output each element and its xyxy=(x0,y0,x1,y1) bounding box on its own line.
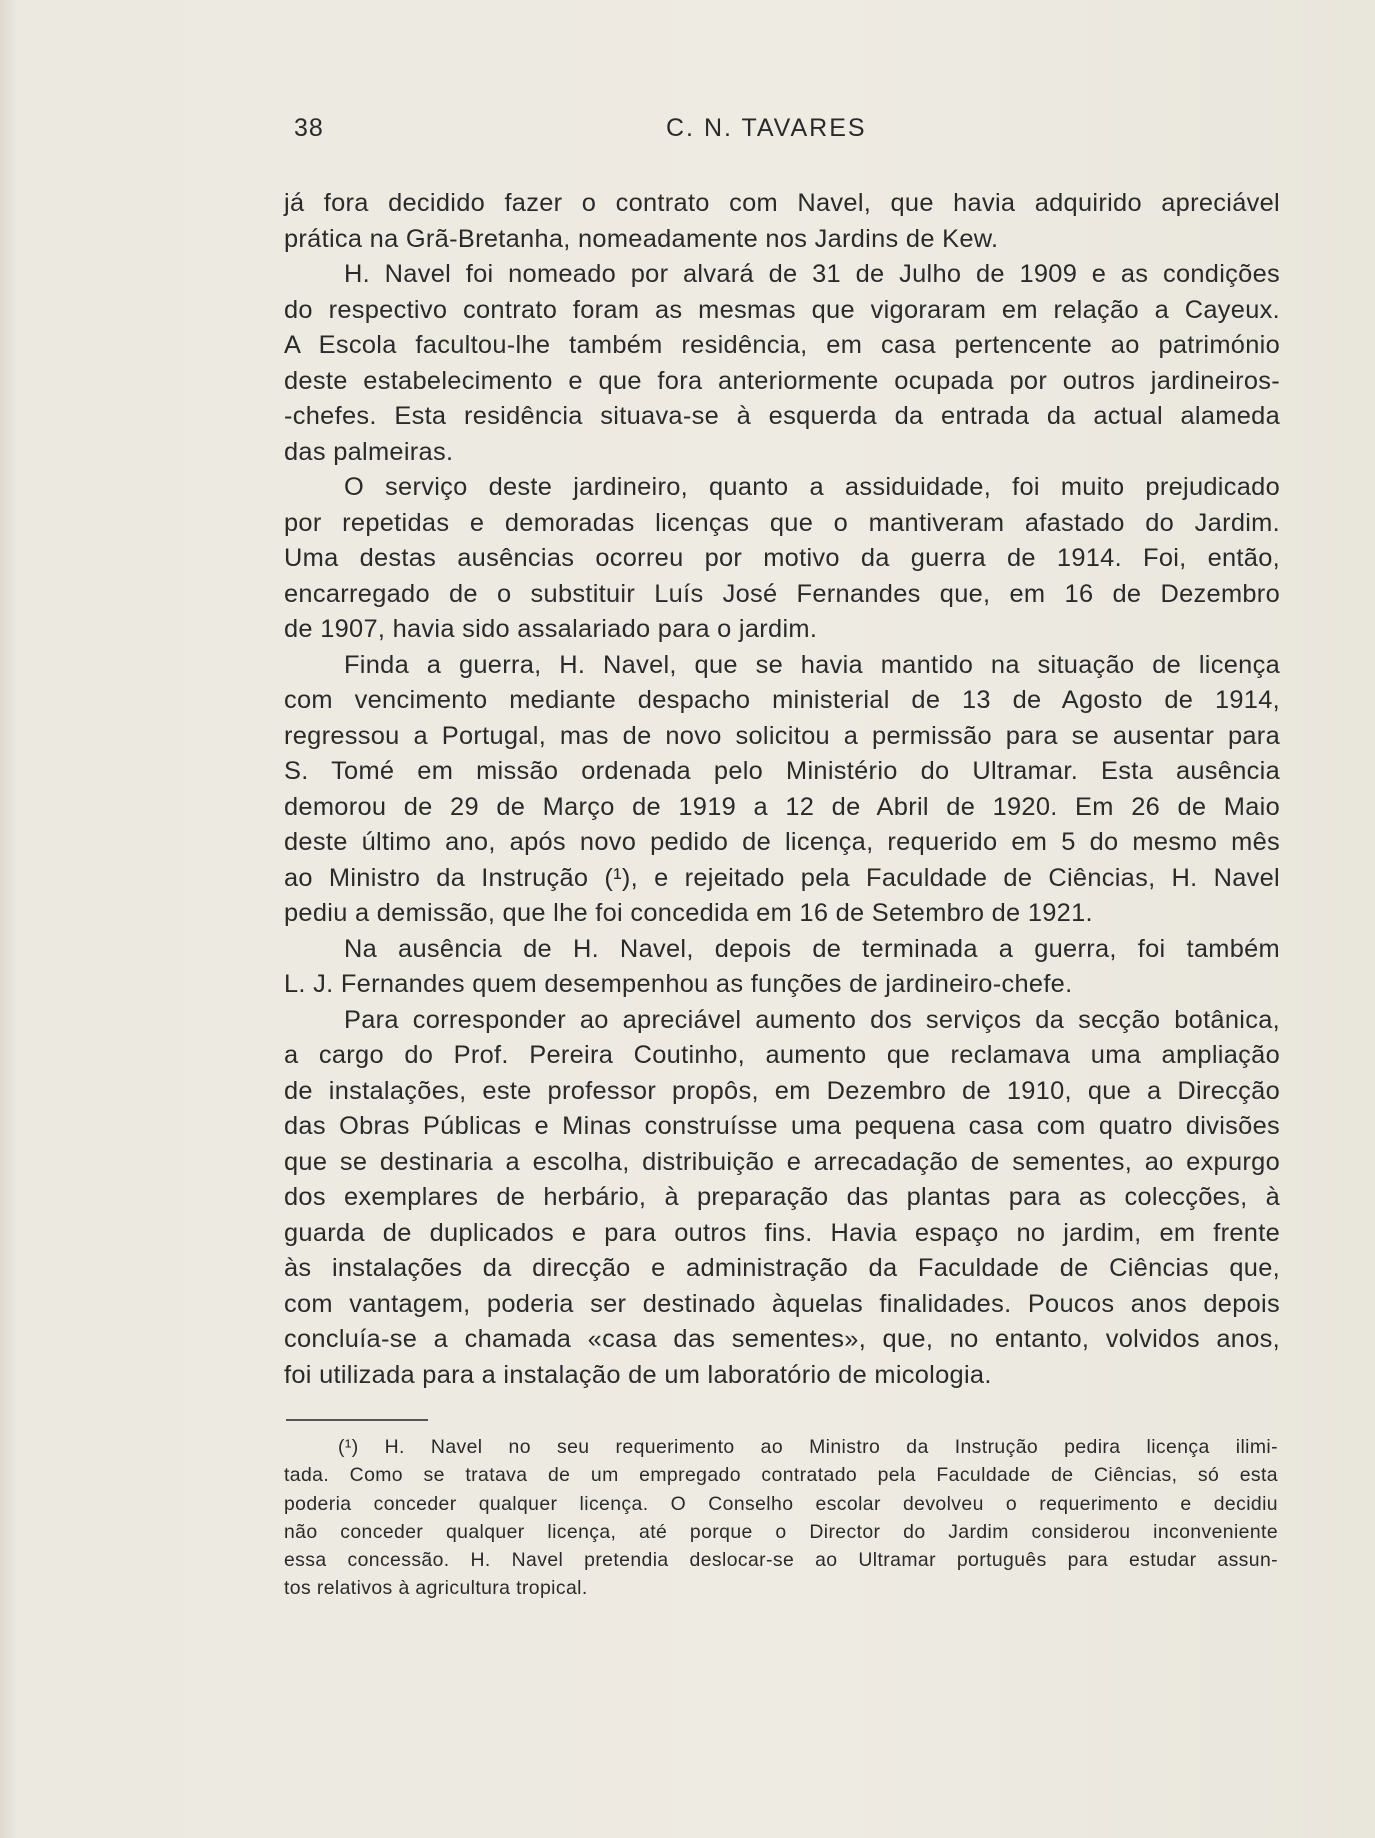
text-line: às instalações da direcção e administração da Faculdade de Ciências que, xyxy=(284,1254,1280,1282)
text-line: Finda a guerra, H. Navel, que se havia mantido na situação de licença xyxy=(344,650,1280,679)
footnote-line: tos relativos à agricultura tropical. xyxy=(284,1577,588,1600)
footnote-line: essa concessão. H. Navel pretendia deslocar-se ao Ultramar português para estudar assun- xyxy=(284,1549,1278,1572)
footnote-line: não conceder qualquer licença, até porque o Director do Jardim considerou inconveniente xyxy=(284,1520,1278,1543)
text-line: que se destinaria a escolha, distribuição e arrecadação de sementes, ao expurgo xyxy=(284,1147,1280,1176)
body-text xyxy=(284,186,1280,1393)
text-line: pediu a demissão, que lhe foi concedida em 16 de Setembro de 1921. xyxy=(284,899,1093,927)
page-number: 38 xyxy=(294,114,324,142)
text-line: de instalações, este professor propôs, em Dezembro de 1910, que a Direcção xyxy=(284,1076,1280,1105)
text-line: com vencimento mediante despacho ministerial de 13 de Agosto de 1914, xyxy=(284,686,1280,714)
text-line: regressou a Portugal, mas de novo solicitou a permissão para se ausentar para xyxy=(284,721,1280,750)
text-line: L. J. Fernandes quem desempenhou as funções de jardineiro-chefe. xyxy=(284,970,1073,998)
text-line: foi utilizada para a instalação de um laboratório de micologia. xyxy=(284,1360,992,1389)
text-line: H. Navel foi nomeado por alvará de 31 de Julho de 1909 e as condições xyxy=(344,260,1280,288)
text-line: do respectivo contrato foram as mesmas que vigoraram em relação a Cayeux. xyxy=(284,295,1280,324)
footnote-line: (¹) H. Navel no seu requerimento ao Ministro da Instrução pedira licença ilimi- xyxy=(338,1436,1278,1458)
text-line: Na ausência de H. Navel, depois de terminada a guerra, foi também xyxy=(344,934,1280,963)
text-line: com vantagem, poderia ser destinado àquelas finalidades. Poucos anos depois xyxy=(284,1289,1280,1318)
footnotes xyxy=(284,1433,1278,1603)
text-line: O serviço deste jardineiro, quanto a assiduidade, foi muito prejudicado xyxy=(344,473,1280,501)
footnote-line: poderia conceder qualquer licença. O Conselho escolar devolveu o requerimento e decidiu xyxy=(284,1492,1278,1515)
text-line: encarregado de o substituir Luís José Fernandes que, em 16 de Dezembro xyxy=(284,579,1280,608)
text-line: Uma destas ausências ocorreu por motivo da guerra de 1914. Foi, então, xyxy=(284,544,1280,572)
footnote-line: tada. Como se tratava de um empregado contratado pela Faculdade de Ciências, só esta xyxy=(284,1464,1278,1487)
text-line: Para corresponder ao apreciável aumento dos serviços da secção botânica, xyxy=(344,1005,1280,1034)
footnote-separator xyxy=(286,1419,428,1421)
page-header xyxy=(294,114,1074,148)
text-line: das Obras Públicas e Minas construísse uma pequena casa com quatro divisões xyxy=(284,1112,1280,1140)
text-line: ao Ministro da Instrução (¹), e rejeitado pela Faculdade de Ciências, H. Navel xyxy=(284,863,1280,892)
text-line: por repetidas e demoradas licenças que o mantiveram afastado do Jardim. xyxy=(284,508,1280,537)
text-line: S. Tomé em missão ordenada pelo Ministério do Ultramar. Esta ausência xyxy=(284,757,1280,785)
text-line: a cargo do Prof. Pereira Coutinho, aumento que reclamava uma ampliação xyxy=(284,1041,1280,1069)
text-line: já fora decidido fazer o contrato com Navel, que havia adquirido apreciável xyxy=(284,189,1280,217)
text-line: -chefes. Esta residência situava-se à esquerda da entrada da actual alameda xyxy=(284,402,1280,430)
text-line: A Escola facultou-lhe também residência, em casa pertencente ao património xyxy=(284,331,1280,359)
running-head: C. N. TAVARES xyxy=(666,114,867,142)
text-line: de 1907, havia sido assalariado para o jardim. xyxy=(284,615,818,643)
text-line: demorou de 29 de Março de 1919 a 12 de Abril de 1920. Em 26 de Maio xyxy=(284,792,1280,821)
text-line: deste último ano, após novo pedido de licença, requerido em 5 do mesmo mês xyxy=(284,828,1280,856)
text-line: deste estabelecimento e que fora anteriormente ocupada por outros jardineiros- xyxy=(284,366,1280,395)
text-line: concluía-se a chamada «casa das sementes», que, no entanto, volvidos anos, xyxy=(284,1325,1280,1353)
text-line: dos exemplares de herbário, à preparação das plantas para as colecções, à xyxy=(284,1183,1280,1211)
text-line: das palmeiras. xyxy=(284,437,454,466)
text-line: prática na Grã-Bretanha, nomeadamente nos Jardins de Kew. xyxy=(284,224,999,253)
text-line: guarda de duplicados e para outros fins. Havia espaço no jardim, em frente xyxy=(284,1218,1280,1247)
